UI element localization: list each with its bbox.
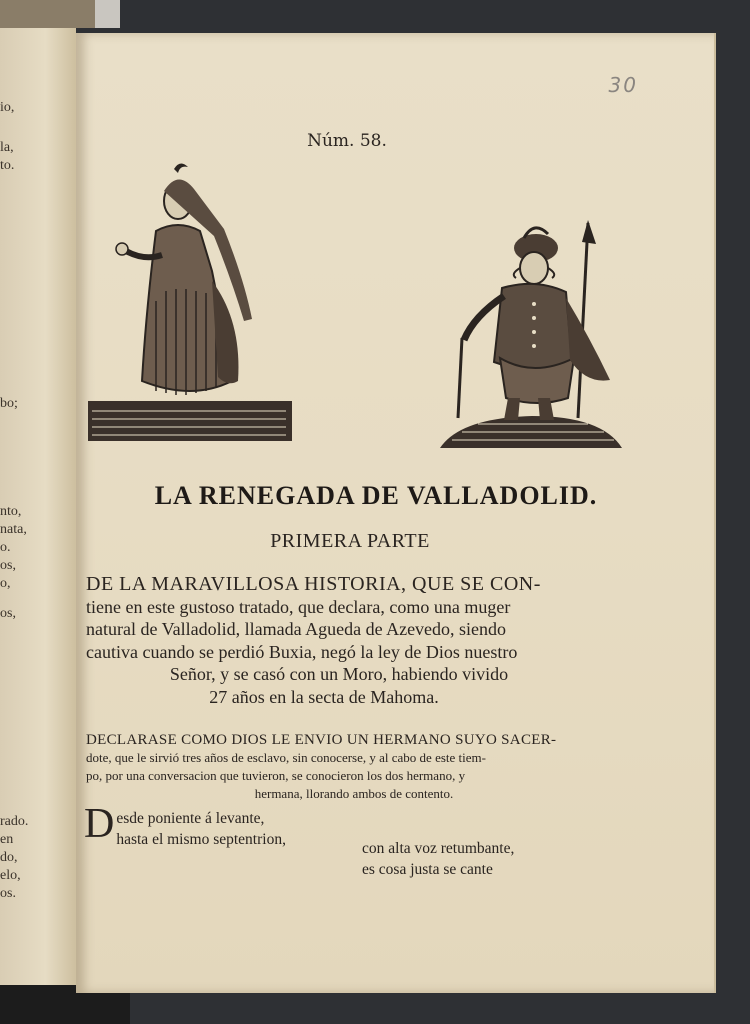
verse-column-left xyxy=(84,801,324,850)
intro-line: DE LA MARAVILLOSA HISTORIA, QUE SE CON- xyxy=(86,573,541,595)
verse-line: esde poniente á levante, xyxy=(116,810,265,827)
left-fragment: bo; xyxy=(0,396,18,411)
left-fragment: rado. xyxy=(0,814,29,829)
intro-line: tiene en este gustoso tratado, que declara, como una muger xyxy=(86,596,511,617)
left-fragment: os, xyxy=(0,558,16,573)
left-fragment: elo, xyxy=(0,868,21,883)
intro-line: Señor, y se casó con un Moro, habiendo vivido xyxy=(169,664,509,684)
issue-number-label: Núm. 58. xyxy=(307,131,387,151)
intro-line: natural de Valladolid, llamada Agueda de Azevedo, siendo xyxy=(86,619,507,639)
declarase-line: po, por una conversacion que tuvieron, se conocieron los dos hermano, y xyxy=(86,768,466,783)
book-edge-top-light xyxy=(95,0,120,28)
drop-cap: D xyxy=(84,801,115,847)
verse-line: hasta el mismo septentrion, xyxy=(116,831,286,848)
intro-line: cautiva cuando se perdió Buxia, negó la ley de Dios nuestro xyxy=(86,641,518,662)
book-edge-top xyxy=(0,0,95,28)
document-subtitle: PRIMERA PARTE xyxy=(270,530,430,552)
left-fragment: en xyxy=(0,832,14,847)
left-fragment: o. xyxy=(0,540,11,555)
issue-number xyxy=(76,131,714,151)
document-title: LA RENEGADA DE VALLADOLID. xyxy=(154,481,598,510)
declarase-line: DECLARASE COMO DIOS LE ENVIO UN HERMANO SUYO SACER- xyxy=(86,732,557,748)
left-fragment: io, xyxy=(0,100,15,115)
left-fragment: to. xyxy=(0,158,15,173)
woodcut-moor-illustration xyxy=(438,218,624,450)
handwritten-page-number: 30 xyxy=(608,73,638,97)
declarase-line: hermana, llorando ambos de contento. xyxy=(254,786,454,801)
left-fragment: o, xyxy=(0,576,11,591)
left-fragment: os, xyxy=(0,606,16,621)
left-page-text xyxy=(0,28,76,988)
left-fragment: do, xyxy=(0,850,18,865)
intro-paragraph xyxy=(86,573,622,708)
main-page xyxy=(76,33,716,993)
left-fragment: os. xyxy=(0,886,16,901)
intro-line: 27 años en la secta de Mahoma. xyxy=(209,686,439,707)
verse-line: con alta voz retumbante, xyxy=(362,840,515,857)
left-fragment: la, xyxy=(0,140,14,155)
left-fragment: nata, xyxy=(0,522,27,537)
declarase-paragraph xyxy=(86,731,622,803)
verse-line: es cosa justa se cante xyxy=(362,861,493,878)
left-facing-page xyxy=(0,28,76,988)
verse-column-right xyxy=(362,838,602,880)
declarase-line: dote, que le sirvió tres años de esclavo, sin conocerse, y al cabo de este tiem- xyxy=(86,750,486,765)
woodcut-woman-illustration xyxy=(86,161,296,446)
left-fragment: nto, xyxy=(0,504,22,519)
